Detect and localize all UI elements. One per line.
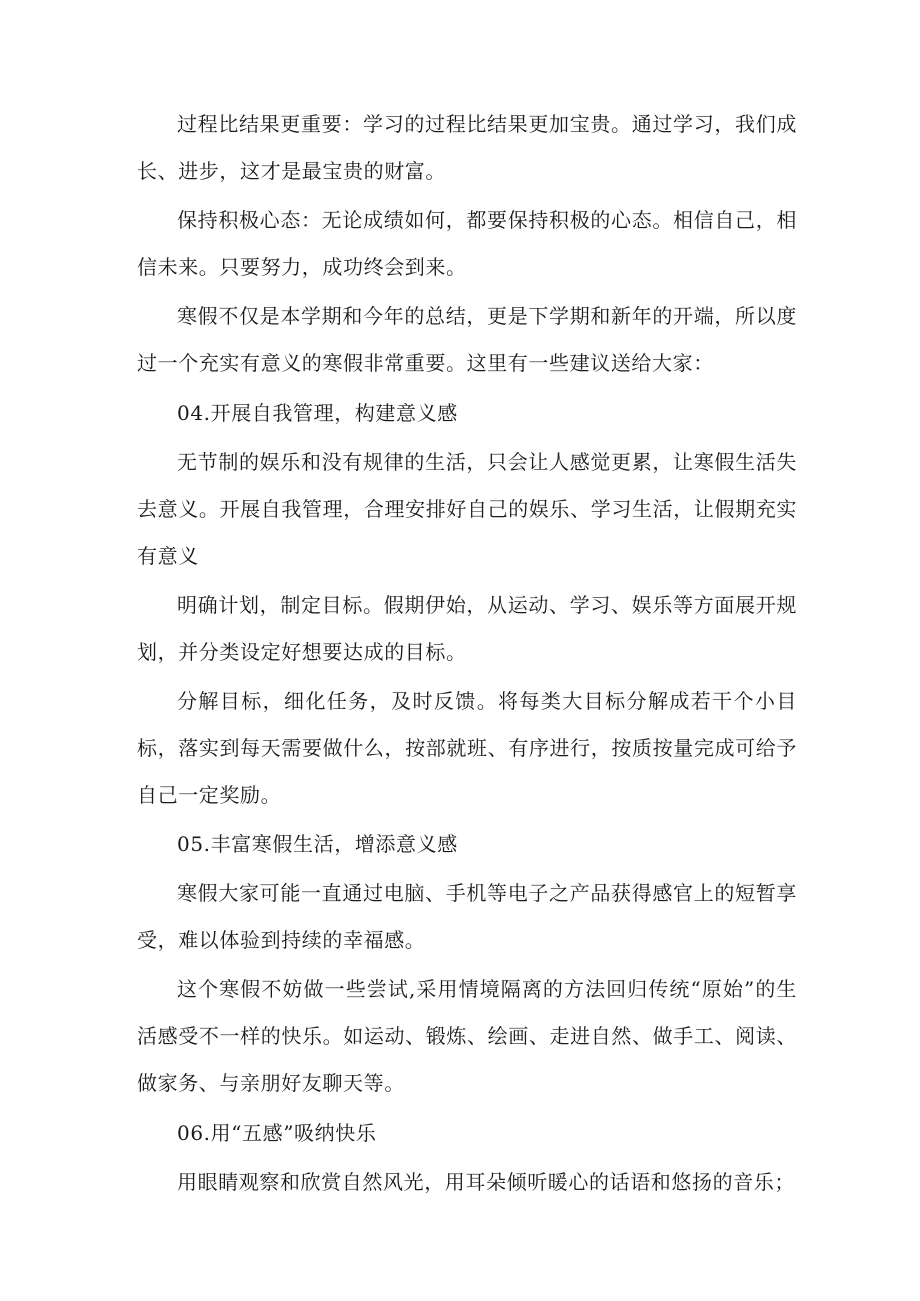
paragraph-clear-plan: 明确计划，制定目标。假期伊始，从运动、学习、娱乐等方面展开规划，并分类设定好想要达成的目标。: [137, 593, 797, 664]
paragraph-five-senses: 用眼睛观察和欣赏自然风光，用耳朵倾听暖心的话语和悠扬的音乐；: [177, 1170, 795, 1194]
paragraph-electronic-devices: 寒假大家可能一直通过电脑、手机等电子之产品获得感官上的短暂享受，难以体验到持续的幸福感。: [137, 881, 797, 952]
paragraph-break-down-goals: 分解目标，细化任务，及时反馈。将每类大目标分解成若干个小目标，落实到每天需要做什么，按部就班、有序进行，按质按量完成可给予自己一定奖励。: [137, 689, 797, 807]
paragraph-try-something-new: 这个寒假不妨做一些尝试,采用情境隔离的方法回归传统“原始”的生活感受不一样的快乐。如运动、锻炼、绘画、走进自然、做手工、阅读、做家务、与亲朋好友聊天等。: [137, 977, 797, 1095]
section-heading-06: 06.用“五感”吸纳快乐: [177, 1121, 377, 1145]
paragraph-positive-mindset: 保持积极心态：无论成绩如何，都要保持积极的心态。相信自己，相信未来。只要努力，成功终会到来。: [137, 208, 797, 279]
paragraph-process-over-result: 过程比结果更重要：学习的过程比结果更加宝贵。通过学习，我们成长、进步，这才是最宝贵的财富。: [137, 112, 797, 183]
section-heading-04: 04.开展自我管理，构建意义感: [177, 401, 458, 425]
document-body: [137, 101, 797, 1206]
paragraph-self-management: 无节制的娱乐和没有规律的生活，只会让人感觉更累，让寒假生活失去意义。开展自我管理，合理安排好自己的娱乐、学习生活，让假期充实有意义: [137, 450, 797, 568]
paragraph-winter-break-intro: 寒假不仅是本学期和今年的总结，更是下学期和新年的开端，所以度过一个充实有意义的寒假非常重要。这里有一些建议送给大家：: [137, 304, 797, 375]
section-heading-05: 05.丰富寒假生活，增添意义感: [177, 832, 458, 856]
